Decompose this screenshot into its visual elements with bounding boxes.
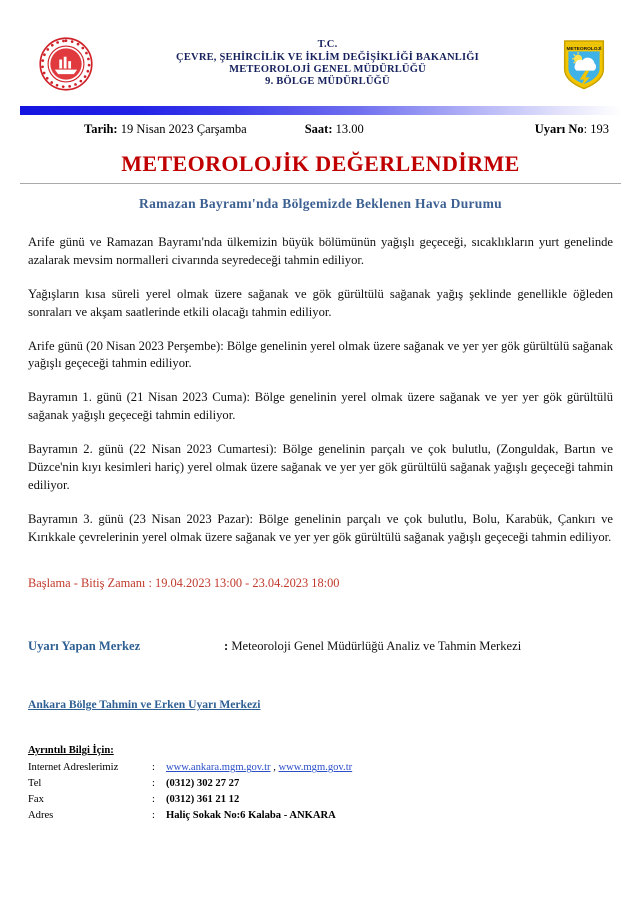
org-line-tc: T.C. bbox=[317, 39, 338, 51]
website-link-mgm[interactable]: www.mgm.gov.tr bbox=[278, 762, 353, 774]
table-row bbox=[28, 776, 352, 792]
paragraph: Bayramın 3. günü (23 Nisan 2023 Pazar): Bölge genelinin parçalı ve çok bulutlu, Bolu, Karabük, Çankırı ve Kırıkkale çevrelerinin yerel olmak üzere sağanak ve yer yer gök gürültülü sağanak yağışlı geçeceği tahmin ediliyor. bbox=[28, 511, 613, 544]
title-divider bbox=[20, 183, 621, 184]
fax-value: (0312) 361 21 12 bbox=[166, 794, 240, 806]
contact-colon: : bbox=[152, 794, 155, 806]
issuing-center-text: Meteoroloji Genel Müdürlüğü Analiz ve Tahmin Merkezi bbox=[231, 639, 522, 654]
warning-number-field bbox=[535, 122, 609, 137]
page-title: METEOROLOJİK DEĞERLENDİRME bbox=[121, 151, 520, 176]
svg-text:METEOROLOJİ: METEOROLOJİ bbox=[566, 46, 602, 52]
table-row bbox=[28, 760, 352, 776]
date-value: 19 Nisan 2023 Çarşamba bbox=[120, 122, 247, 136]
validity-period-label: Başlama - Bitiş Zamanı : bbox=[28, 576, 152, 591]
paragraph: Bayramın 1. günü (21 Nisan 2023 Cuma): Bölge genelinin yerel olmak üzere sağanak ve yer yer gök gürültülü sağanak yağışlı geçeceği tahmin ediliyor. bbox=[28, 390, 613, 423]
regional-unit-link-wrap bbox=[0, 654, 641, 713]
time-field bbox=[305, 122, 364, 137]
contact-key: Internet Adreslerimiz bbox=[28, 762, 119, 774]
issuing-center-row bbox=[28, 639, 613, 654]
contact-value-fax bbox=[166, 792, 352, 808]
paragraph: Arife günü ve Ramazan Bayramı'nda ülkemizin büyük bölümünün yağışlı geçeceği, sıcaklıkların yurt genelinde azalarak mevsim normalleri civarında seyredeceği tahmin ediliyor. bbox=[28, 235, 613, 267]
warning-number-value: : 193 bbox=[583, 122, 609, 136]
header-gradient-bar bbox=[20, 106, 621, 115]
org-line-ministry: ÇEVRE, ŞEHİRCİLİK VE İKLİM DEĞİŞİKLİĞİ BAKANLIĞI bbox=[176, 51, 479, 63]
contact-key: Adres bbox=[28, 809, 54, 821]
table-row bbox=[28, 792, 352, 808]
contact-table bbox=[28, 760, 352, 824]
regional-unit-link[interactable]: Ankara Bölge Tahmin ve Erken Uyarı Merkezi bbox=[28, 698, 261, 712]
date-field bbox=[84, 122, 247, 137]
date-label: Tarih: bbox=[84, 122, 118, 136]
phone-value: (0312) 302 27 27 bbox=[166, 778, 240, 790]
warning-number-label: Uyarı No bbox=[534, 122, 584, 136]
org-line-region: 9. BÖLGE MÜDÜRLÜĞÜ bbox=[265, 76, 390, 88]
issuing-center-colon: : bbox=[224, 639, 229, 654]
ministry-emblem-icon bbox=[38, 36, 94, 92]
link-separator: , bbox=[270, 762, 279, 774]
contact-colon: : bbox=[152, 809, 155, 821]
document-header bbox=[0, 0, 641, 92]
org-line-directorate: METEOROLOJİ GENEL MÜDÜRLÜĞÜ bbox=[229, 64, 426, 75]
time-label: Saat: bbox=[304, 122, 333, 136]
issuing-center-value bbox=[224, 639, 521, 654]
time-value: 13.00 bbox=[335, 122, 364, 136]
meta-row bbox=[22, 122, 619, 137]
validity-period-value: 19.04.2023 13:00 - 23.04.2023 18:00 bbox=[155, 576, 340, 591]
paragraph: Arife günü (20 Nisan 2023 Perşembe): Bölge genelinin yerel olmak üzere sağanak ve yer yer gök gürültülü sağanak yağışlı geçeceği tahmin ediliyor. bbox=[28, 338, 613, 371]
contact-value-address bbox=[166, 808, 352, 824]
contact-key: Fax bbox=[28, 794, 44, 806]
contact-value-phone bbox=[166, 776, 352, 792]
page-subtitle: Ramazan Bayramı'nda Bölgemizde Beklenen Hava Durumu bbox=[139, 196, 502, 211]
issuing-center-label: Uyarı Yapan Merkez bbox=[28, 639, 141, 654]
contact-value-websites bbox=[166, 760, 352, 776]
body-content bbox=[28, 234, 613, 546]
website-link-ankara[interactable]: www.ankara.mgm.gov.tr bbox=[166, 762, 271, 774]
meteoroloji-shield-icon bbox=[561, 38, 607, 90]
organization-titles bbox=[94, 39, 561, 89]
contact-colon: : bbox=[152, 762, 155, 774]
paragraph: Yağışların kısa süreli yerel olmak üzere sağanak ve gök gürültülü sağanak yağış şeklinde genellikle öğleden sonraları ve akşam saatlerinde etkili olacağı tahmin ediliyor. bbox=[28, 286, 613, 319]
contact-block bbox=[28, 743, 613, 823]
contact-key: Tel bbox=[28, 778, 42, 790]
table-row bbox=[28, 808, 352, 824]
address-value: Haliç Sokak No:6 Kalaba - ANKARA bbox=[166, 809, 336, 821]
contact-colon: : bbox=[152, 778, 155, 790]
paragraph: Bayramın 2. günü (22 Nisan 2023 Cumartesi): Bölge genelinin parçalı ve çok bulutlu, (Zonguldak, Bartın ve Düzce'nin kıyı kesimleri hariç) yerel olmak üzere sağanak ve yer yer gök gürültülü sağanak yağışlı geçeceği tahmin ediliyor. bbox=[28, 442, 613, 492]
contact-heading: Ayrıntılı Bilgi İçin: bbox=[28, 745, 114, 757]
validity-period bbox=[28, 576, 613, 591]
